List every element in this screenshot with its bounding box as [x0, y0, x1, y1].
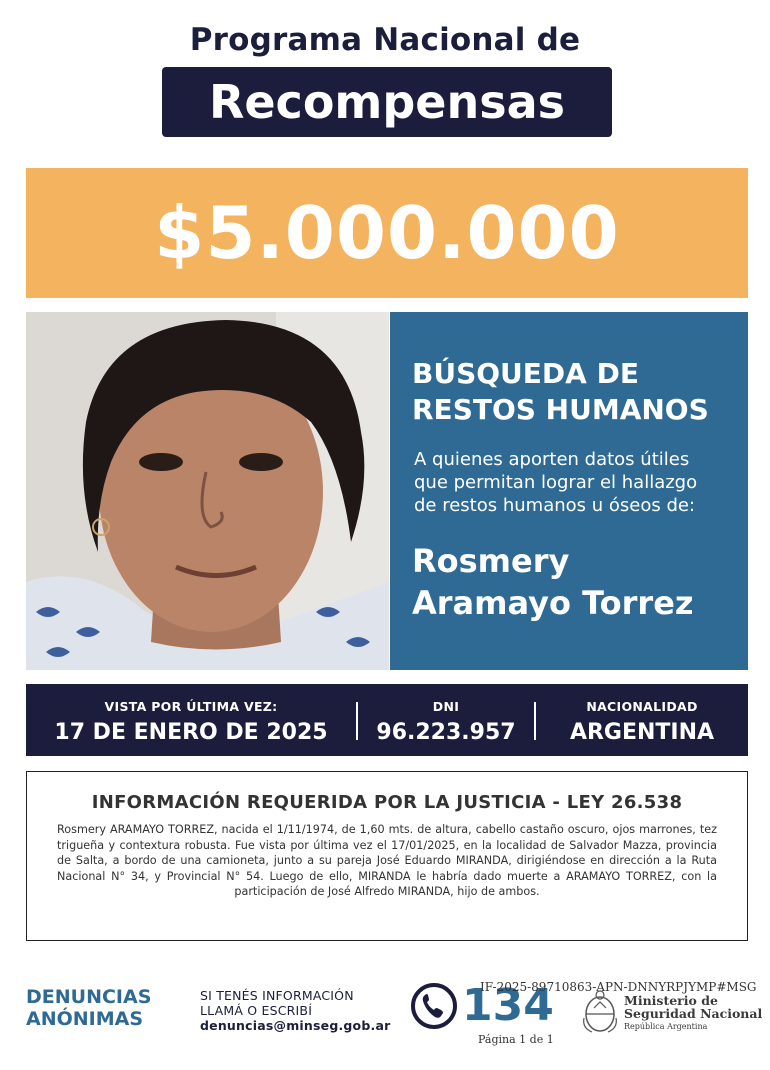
contact-line2: LLAMÁ O ESCRIBÍ [200, 1003, 313, 1018]
search-description [414, 448, 744, 517]
denuncias-title [26, 986, 186, 1030]
search-title [412, 356, 742, 428]
denuncias-line1: DENUNCIAS [26, 986, 152, 1008]
phone-number[interactable]: 134 [462, 980, 554, 1031]
fact-nationality-label: NACIONALIDAD [586, 699, 698, 714]
fact-last-seen-value: 17 DE ENERO DE 2025 [54, 720, 328, 745]
fact-dni [358, 684, 534, 756]
program-title: Programa Nacional de [189, 22, 581, 58]
fact-nationality-value: ARGENTINA [569, 720, 715, 745]
ministry-line1: Ministerio de [624, 993, 718, 1008]
ministry-line3: República Argentina [624, 1022, 708, 1031]
document-reference: IF-2025-89710863-APN-DNNYRPJYMP#MSG [480, 980, 757, 994]
argentina-seal-icon [580, 988, 620, 1036]
contact-email[interactable]: denuncias@minseg.gob.ar [200, 1018, 391, 1033]
facts-band [26, 684, 748, 756]
contact-info [200, 988, 410, 1033]
phone-icon [410, 982, 458, 1030]
search-title-line2: RESTOS HUMANOS [412, 393, 709, 426]
fact-nationality [536, 684, 748, 756]
legal-body: Rosmery ARAMAYO TORREZ, nacida el 1/11/1974, de 1,60 mts. de altura, cabello castaño oscuro, ojos marrones, tez trigueña y contextura robusta. Fue vista por última vez el 17/01/2025, en la localidad de Salvador Mazza, provincia de Salta, a bordo de una camioneta, junto a su pareja José Eduardo MIRANDA, dirigiéndose en dirección a la Ruta Nacional N° 34, y Provincial N° 54. Luego de ello, MIRANDA le habría dado muerte a ARAMAYO TORREZ, con la participación de José Alfredo MIRANDA, hijo de ambos. [57, 823, 717, 898]
fact-dni-value: 96.223.957 [376, 720, 516, 745]
person-photo [26, 312, 389, 670]
desc-line3: de restos humanos u óseos de: [414, 495, 696, 516]
info-panel [390, 312, 748, 670]
reward-amount: $5.000.000 [26, 168, 748, 298]
person-name-line2: Aramayo Torrez [412, 584, 694, 622]
desc-line1: A quienes aporten datos útiles [414, 449, 690, 470]
person-name-line1: Rosmery [412, 542, 570, 580]
contact-line1: SI TENÉS INFORMACIÓN [200, 988, 354, 1003]
ministry-line2: Seguridad Nacional [624, 1006, 763, 1021]
fact-last-seen-label: VISTA POR ÚLTIMA VEZ: [104, 699, 278, 714]
ministry-logo-text [624, 994, 764, 1031]
fact-dni-label: DNI [432, 699, 460, 714]
denuncias-line2: ANÓNIMAS [26, 1008, 144, 1030]
portrait-image [26, 312, 389, 670]
person-name [412, 540, 742, 624]
fact-last-seen [26, 684, 356, 756]
program-title-box: Recompensas [162, 67, 612, 137]
legal-title: INFORMACIÓN REQUERIDA POR LA JUSTICIA - LEY 26.538 [91, 792, 683, 813]
search-title-line1: BÚSQUEDA DE [412, 357, 639, 390]
desc-line2: que permitan lograr el hallazgo [414, 472, 698, 493]
legal-info-box [26, 771, 748, 941]
page-number: Página 1 de 1 [478, 1033, 554, 1046]
